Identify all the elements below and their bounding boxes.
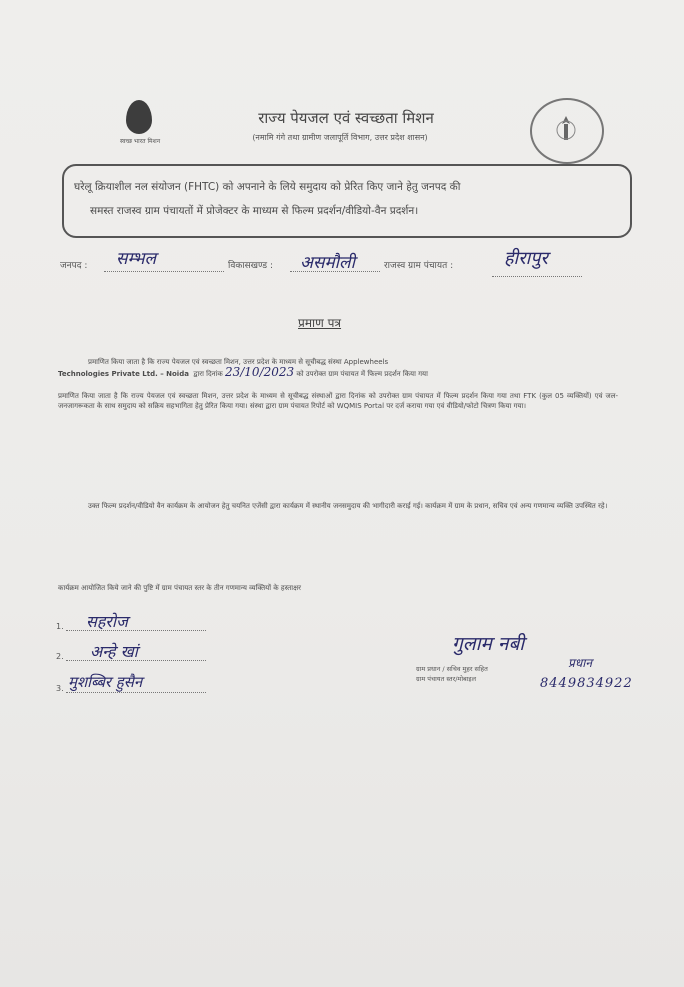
mission-title: राज्य पेयजल एवं स्वच्छता मिशन bbox=[258, 109, 434, 127]
sig-number-3: 3. bbox=[56, 684, 64, 693]
program-banner-text bbox=[74, 175, 620, 223]
para1-line-1: प्रमाणित किया जाता है कि राज्य पेयजल एवं स्वच्छता मिशन, उत्तर प्रदेश के माध्यम से सूचीबद्ध संस्था Applewheels bbox=[88, 358, 389, 366]
banner-line-1: घरेलू क्रियाशील नल संयोजन (FHTC) को अपनाने के लिये समुदाय को प्रेरित किए जाने हेतु जनपद की bbox=[74, 181, 461, 193]
certificate-title: प्रमाण पत्र bbox=[298, 316, 342, 330]
pradhan-line-1: ग्राम प्रधान / सचिव मुहर सहित bbox=[416, 665, 488, 673]
signature-2: अन्हे खां bbox=[90, 642, 138, 661]
janpad-value: सम्भल bbox=[116, 249, 157, 269]
vikaskhand-value: असमौली bbox=[300, 253, 355, 273]
sig-line-3 bbox=[66, 692, 206, 693]
paragraph-2: उक्त फिल्म प्रदर्शन/वीडियो वैन कार्यक्रम के आयोजन हेतु चयनित एजेंसी द्वारा कार्यक्रम में स्थानीय जनसमुदाय की भागीदारी कराई गई। कार्यक्रम में ग्राम के प्रधान, सचिव एवं अन्य गणमान्य व्यक्ति उपस्थित रहे। bbox=[88, 502, 608, 510]
signature-intro: कार्यक्रम आयोजित किये जाने की पुष्टि में ग्राम पंचायत स्तर के तीन गणमान्य व्यक्तियों के हस्ताक्षर bbox=[58, 584, 301, 592]
sig-number-1: 1. bbox=[56, 622, 64, 631]
signature-1: सहरोज bbox=[86, 612, 128, 631]
gram-value: हीरापुर bbox=[504, 248, 548, 269]
vikaskhand-line bbox=[290, 271, 380, 272]
para1-line-2: Technologies Private Ltd. – Noida द्वारा दिनांक 23/10/2023 को उपरोक्त ग्राम पंचायत में फिल्म प्रदर्शन किया गया bbox=[58, 364, 428, 379]
mobile-number: 8449834922 bbox=[540, 676, 633, 691]
emblem-icon bbox=[554, 114, 578, 144]
janpad-label: जनपद : bbox=[60, 261, 88, 271]
logo-caption: स्वच्छ भारत मिशन bbox=[119, 138, 161, 145]
janpad-line bbox=[104, 271, 224, 272]
paragraph-1: प्रमाणित किया जाता है कि राज्य पेयजल एवं स्वच्छता मिशन, उत्तर प्रदेश के माध्यम से सूचीबद्ध संस्थाओं द्वारा दिनांक को उपरोक्त ग्राम पंचायत में फिल्म प्रदर्शन किया गया तथा FTK (कुल 05 व्यक्तियों) एवं जल-जनजागरूकता के साथ समुदाय को सक्रिय सहभागिता हेतु प्रेरित किया गया। संस्था द्वारा ग्राम पंचायत रिपोर्ट को WQMIS Portal पर दर्ज कराया गया एवं वीडियो/फोटो चित्रण किया गया। bbox=[58, 392, 618, 410]
water-drop-icon bbox=[126, 100, 152, 134]
pradhan-seal-text: प्रधान bbox=[568, 656, 592, 670]
gram-line bbox=[492, 276, 582, 277]
jal-jeevan-logo bbox=[112, 100, 168, 160]
banner-line-2: समस्त राजस्व ग्राम पंचायतों में प्रोजेक्टर के माध्यम से फिल्म प्रदर्शन/वीडियो-वैन प्रदर्शन। bbox=[90, 205, 419, 217]
mission-subtitle: (नमामि गंगे तथा ग्रामीण जलापूर्ति विभाग, उत्तर प्रदेश शासन) bbox=[252, 133, 428, 142]
sig-number-2: 2. bbox=[56, 652, 64, 661]
government-seal bbox=[530, 98, 604, 164]
gram-label: राजस्व ग्राम पंचायत : bbox=[384, 261, 454, 271]
paragraph-intro bbox=[58, 358, 618, 379]
pradhan-line-2: ग्राम पंचायत स्तर/मोबाइल bbox=[416, 675, 476, 683]
event-date: 23/10/2023 bbox=[224, 364, 295, 379]
vikaskhand-label: विकासखण्ड : bbox=[228, 261, 274, 271]
company-name: Technologies Private Ltd. – Noida bbox=[58, 369, 189, 378]
pradhan-signature: गुलाम नबी bbox=[452, 633, 525, 655]
signature-3: मुशब्बिर हुसैन bbox=[68, 673, 143, 691]
